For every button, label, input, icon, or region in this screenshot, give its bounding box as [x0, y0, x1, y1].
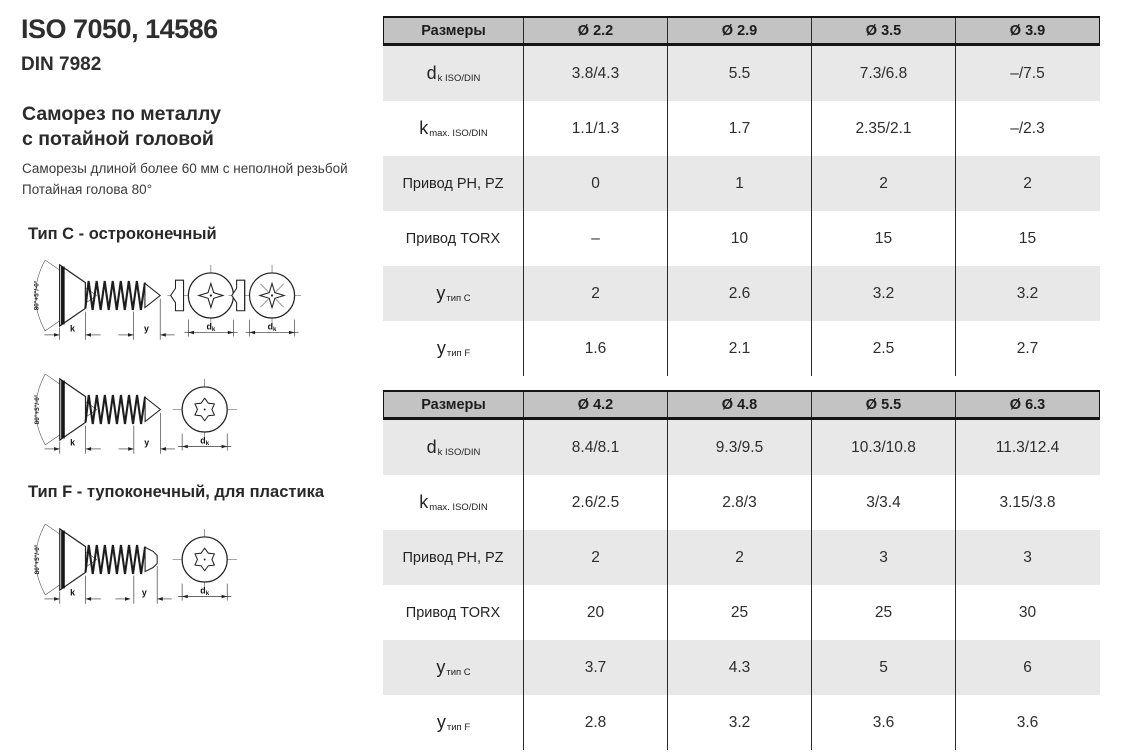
cell-value: 0 — [524, 156, 668, 211]
cell-value: 2 — [812, 156, 956, 211]
header-cell-diameter: Ø 4.2 — [524, 392, 668, 417]
table-row-drive-ph-pz — [383, 530, 1100, 585]
cell-value: 2.35/2.1 — [812, 101, 956, 156]
dim-dk-label: dk — [267, 321, 277, 333]
table-row-drive-ph-pz — [383, 156, 1100, 211]
header-cell-diameter: Ø 3.5 — [812, 18, 956, 43]
cell-value: 10.3/10.8 — [812, 420, 956, 475]
cell-value: 15 — [1018, 229, 1037, 247]
cell-value: 8.4/8.1 — [524, 420, 668, 475]
cell-value: 25 — [812, 585, 956, 640]
cell-value: 2 — [524, 530, 668, 585]
head-front-view-ph — [167, 265, 243, 337]
din-title: DIN 7982 — [21, 54, 102, 75]
row-label-main: d — [426, 437, 437, 457]
cell-value: 3.2 — [668, 695, 812, 750]
row-label — [384, 530, 524, 585]
row-label-sub: max. ISO/DIN — [429, 128, 488, 139]
screw-side-view — [33, 374, 175, 454]
row-label — [384, 211, 524, 266]
header-cell-diameter: Ø 2.2 — [524, 18, 668, 43]
row-label — [384, 46, 524, 101]
row-label-sub: k ISO/DIN — [437, 73, 481, 84]
header-cell-sizes: Размеры — [384, 18, 524, 43]
row-label-main: y — [436, 283, 446, 303]
cell-value: 4.3 — [668, 640, 812, 695]
screw-side-view — [33, 260, 175, 340]
cell-value: 2.7 — [1016, 339, 1039, 357]
cell-value: 1.6 — [524, 321, 668, 376]
dim-dk-label: dk — [200, 585, 210, 597]
table-row-dk — [383, 420, 1100, 475]
table-header-row — [383, 16, 1100, 46]
cell-value: 2 — [668, 530, 812, 585]
table-row-kmax — [383, 101, 1100, 156]
product-title — [22, 102, 221, 152]
table-row-y-type-f — [383, 321, 1100, 376]
cell-value: 3.7 — [524, 640, 668, 695]
cell-value: 5.5 — [668, 46, 812, 101]
standards-title: ISO 7050, 14586 — [21, 14, 218, 44]
cell-value: 2.1 — [668, 321, 812, 376]
header-cell-sizes: Размеры — [384, 392, 524, 417]
row-label — [384, 266, 524, 321]
row-label-main: Привод PH, PZ — [402, 549, 504, 566]
cell-value: 3.15/3.8 — [999, 493, 1056, 511]
cell-value: 2.8/3 — [668, 475, 812, 530]
cell-value: 1.7 — [668, 101, 812, 156]
cell-value: –/7.5 — [1010, 64, 1045, 82]
angle-label: 80°+5°/-0° — [33, 394, 41, 425]
type-f-heading: Тип F - тупоконечный, для пластика — [28, 483, 325, 501]
cell-value: 2.6 — [668, 266, 812, 321]
row-label-sub: k ISO/DIN — [437, 447, 481, 458]
type-c-drawing-ph-pz — [21, 252, 301, 347]
head-front-view-torx — [172, 529, 236, 601]
screw-sharp-tip — [145, 283, 160, 307]
row-label — [384, 156, 524, 211]
row-label-main: Привод TORX — [405, 604, 501, 621]
row-label-main: k — [419, 118, 429, 138]
dim-dk-label: dk — [206, 321, 216, 333]
screw-side-view — [33, 524, 172, 604]
angle-label: 80°+5°/-0° — [33, 544, 41, 575]
cell-value: 3 — [1023, 548, 1032, 566]
angle-label: 80°+5°/-0° — [33, 280, 41, 311]
screw-thread — [85, 281, 145, 310]
row-label — [384, 695, 524, 750]
cell-value: 10 — [668, 211, 812, 266]
dimensions-table-small — [383, 16, 1100, 376]
type-c-heading: Тип C - остроконечный — [28, 225, 217, 243]
cell-value: 3.6 — [812, 695, 956, 750]
row-label — [384, 475, 524, 530]
cell-value: 1 — [668, 156, 812, 211]
cell-value: 3.6 — [1016, 713, 1039, 731]
cell-value: 2.8 — [524, 695, 668, 750]
cell-value: 15 — [812, 211, 956, 266]
row-label-main: d — [426, 63, 437, 83]
screw-blunt-tip — [145, 547, 157, 571]
cell-value: – — [524, 211, 668, 266]
type-c-drawing-torx — [21, 366, 237, 461]
cell-value: 30 — [1018, 603, 1037, 621]
dim-k-label: k — [70, 323, 75, 334]
head-front-view-pz — [229, 265, 301, 337]
row-label-sub: тип F — [446, 722, 471, 733]
cell-value: –/2.3 — [1010, 119, 1045, 137]
header-cell-diameter: Ø 5.5 — [812, 392, 956, 417]
dim-y-label: y — [144, 323, 149, 334]
row-label — [384, 585, 524, 640]
table-row-drive-torx — [383, 211, 1100, 266]
table-row-dk — [383, 46, 1100, 101]
row-label-main: Привод TORX — [405, 230, 501, 247]
row-label-main: y — [436, 338, 446, 358]
cell-value: 25 — [668, 585, 812, 640]
header-cell-diameter: Ø 4.8 — [668, 392, 812, 417]
left-panel — [21, 14, 377, 744]
dim-y-label: y — [141, 587, 147, 598]
table-row-y-type-c — [383, 266, 1100, 321]
cell-value: 6 — [1023, 658, 1032, 676]
row-label-main: Привод PH, PZ — [402, 175, 504, 192]
table-row-y-type-f — [383, 695, 1100, 750]
table-row-drive-torx — [383, 585, 1100, 640]
row-label-sub: max. ISO/DIN — [429, 502, 488, 513]
cell-value: 2 — [524, 266, 668, 321]
note-head: Потайная голова 80° — [22, 182, 153, 197]
table-row-y-type-c — [383, 640, 1100, 695]
header-cell-diameter: Ø 6.3 — [1009, 396, 1046, 413]
cell-value: 1.1/1.3 — [524, 101, 668, 156]
table-header-row — [383, 390, 1100, 420]
row-label — [384, 101, 524, 156]
header-cell-diameter: Ø 2.9 — [668, 18, 812, 43]
head-front-view-torx — [172, 379, 236, 451]
cell-value: 5 — [812, 640, 956, 695]
cell-value: 2.5 — [812, 321, 956, 376]
row-label-sub: тип C — [446, 667, 471, 678]
row-label-main: k — [419, 492, 429, 512]
dimensions-table-large — [383, 390, 1100, 750]
cell-value: 3.8/4.3 — [524, 46, 668, 101]
note-thread: Саморезы длиной более 60 мм с неполной резьбой — [22, 161, 348, 176]
row-label-sub: тип C — [446, 293, 471, 304]
cell-value: 3.2 — [1016, 284, 1039, 302]
product-title-line2: с потайной головой — [22, 128, 214, 150]
cell-value: 11.3/12.4 — [995, 438, 1060, 456]
dim-dk-label: dk — [200, 435, 210, 447]
product-title-line1: Саморез по металлу — [22, 103, 221, 125]
screw-sharp-tip — [145, 397, 160, 421]
cell-value: 7.3/6.8 — [812, 46, 956, 101]
row-label-main: y — [436, 657, 446, 677]
cell-value: 2.6/2.5 — [524, 475, 668, 530]
dim-y-label: y — [144, 437, 150, 448]
cell-value: 2 — [1023, 174, 1032, 192]
row-label — [384, 321, 524, 376]
table-row-kmax — [383, 475, 1100, 530]
cell-value: 3 — [812, 530, 956, 585]
row-label-main: y — [436, 712, 446, 732]
row-label — [384, 420, 524, 475]
header-cell-diameter: Ø 3.9 — [1009, 22, 1046, 39]
cell-value: 9.3/9.5 — [668, 420, 812, 475]
cell-value: 3/3.4 — [812, 475, 956, 530]
cell-value: 3.2 — [812, 266, 956, 321]
cell-value: 20 — [524, 585, 668, 640]
type-f-drawing-torx — [21, 516, 237, 611]
row-label-sub: тип F — [446, 348, 471, 359]
dim-k-label: k — [70, 437, 76, 448]
dim-k-label: k — [70, 587, 76, 598]
row-label — [384, 640, 524, 695]
